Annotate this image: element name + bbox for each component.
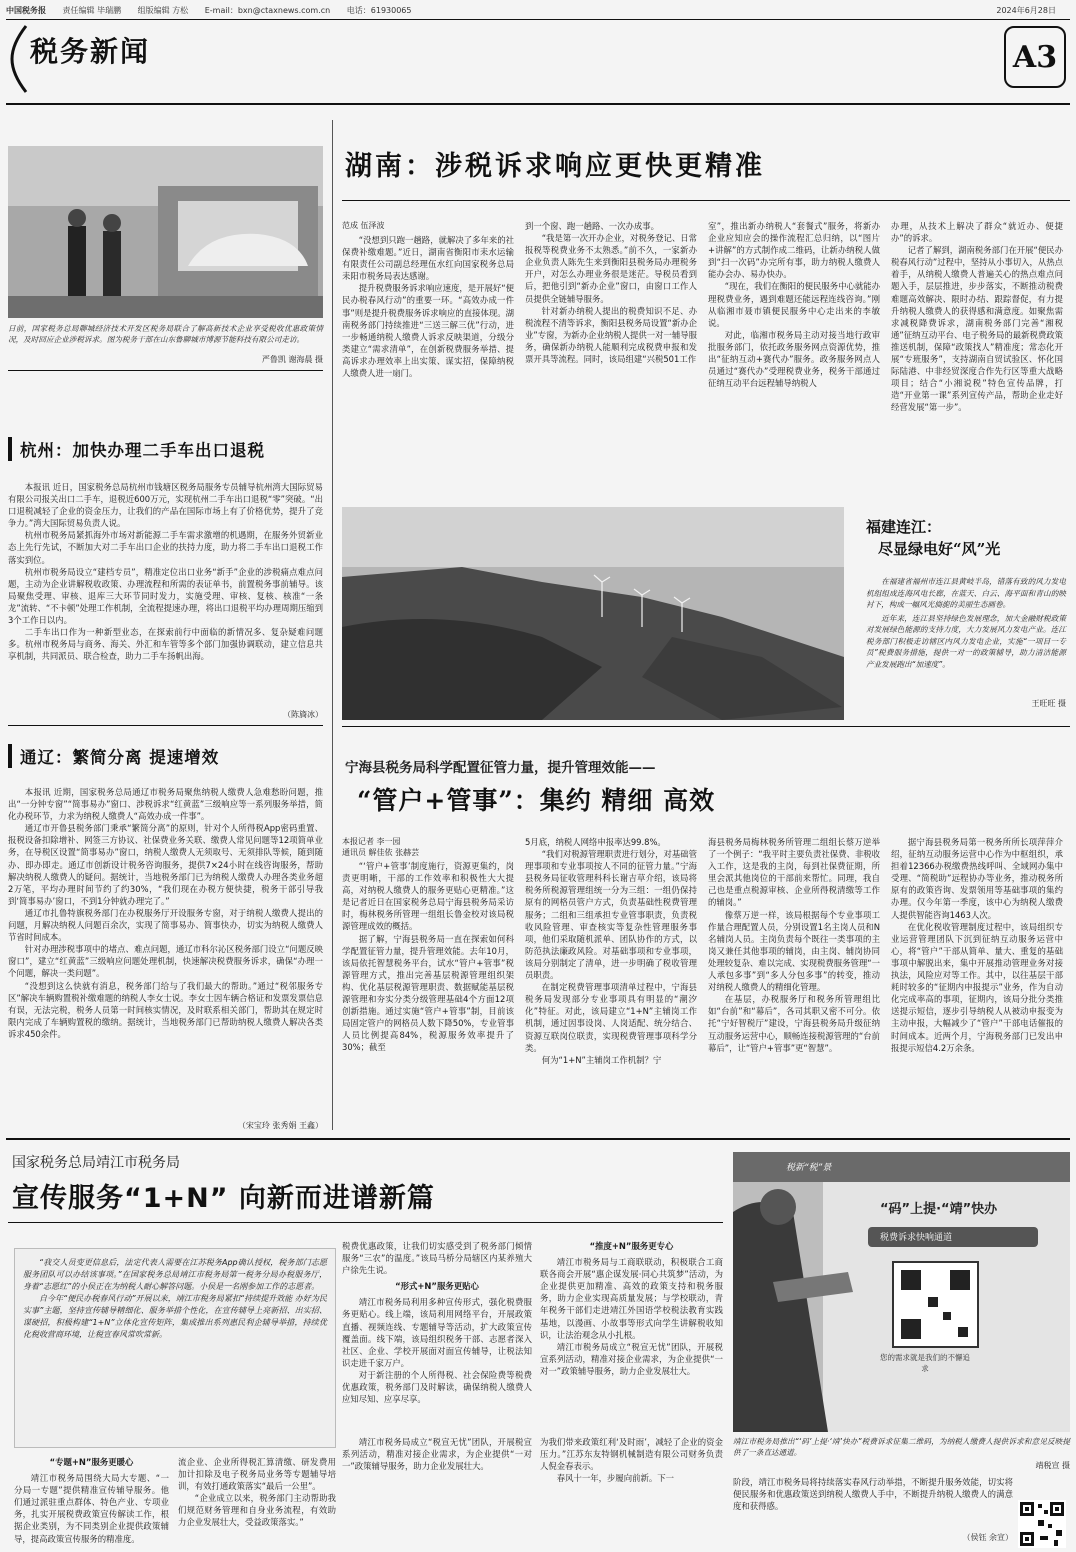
- ninghai-kicker: 宁海县税务局科学配置征管力量，提升管理效能——: [345, 760, 656, 776]
- hunan-column-3: [708, 220, 880, 494]
- subhead: “形式+N”服务更贴心: [395, 1281, 479, 1292]
- paragraph: 自今年“便民办税春风行动”开展以来，靖江市税务局紧扣“持续提升效能 办好为民实事”主题，坚持宣传辅导精细化、服务举措个性化，在宣传辅导上亮新招、出实招、谋硬招，积极构建“1+N”立体化宣传矩阵，集成推出系列惠民利企辅导举措，持续优化税收营商环境，让税宣春风常吹常新。: [23, 1294, 327, 1339]
- paragraph: “我们对税源管理职责进行划分，对基础管理事项和专业事项按人不同的征管力量。”宁海县税务局征收管理科科长谢吉草介绍，该局将税务所税源管理组统一分为三组：一组仍保持原有的网格员管户方式，负责基础性税费管理服务；二组和三组承担专业管事职责，负责税收风险管理、审查核实等复杂性管理服务事项，他们采取随机派单、团队协作的方式，以防范执法廉政风险。对基础事项和专业事项，该局分别制定了清单，进一步明确了税收管理员职责。: [525, 849, 697, 981]
- paragraph: 杭州市税务局紧抓海外市场对新能源二手车需求激增的机遇期，在服务外贸新业态上先行先试，不断加大对二手车出口企业的扶持力度，助力将二手车出口退税工作落实到位。: [8, 530, 323, 565]
- jingjiang-column-b: [178, 1456, 336, 1546]
- byline: （宋宝玲 张秀娟 王鑫）: [237, 1121, 323, 1130]
- ninghai-column-4: [891, 836, 1063, 1122]
- paragraph: “企业成立以来，税务部门主动帮助我们规范财务管理和自身业务流程，有效助力企业发展壮大，受益政策落实。”: [178, 1493, 336, 1528]
- photo-credit: 靖税宣 摄: [1035, 1461, 1070, 1470]
- paragraph: 到一个窗、跑一趟路、一次办成事。: [525, 221, 659, 231]
- photo-caption: 靖江市税务局推出“‘码’上提·‘靖’快办”税费诉求征集二维码，为纳税人缴费人提供诉求和意见反映提供了一条直达通道。: [733, 1437, 1070, 1457]
- subhead: “推度+N”服务更专心: [589, 1241, 674, 1251]
- tongliao-article: [8, 786, 323, 1086]
- jingjiang-column-f: [733, 1476, 1013, 1532]
- paragraph: 靖江市税务局围绕大局大专题、“一分局一专题”提供精准宣传辅导服务。他们通过派驻重点群体、特色产业、专项业务，扎实开展税费政策宣传解读工作，根据企业类别，为不同类别企业提供政策辅导，提高政策宣传服务的精准度。: [14, 1473, 169, 1544]
- tax-visit-photo: [8, 146, 323, 318]
- hunan-column-2: [525, 220, 697, 494]
- ninghai-headline: “管户+管事”：集约 精细 高效: [357, 786, 716, 815]
- jingjiang-headline: 宣传服务“1+N” 向新而进谱新篇: [12, 1183, 435, 1214]
- paragraph: 杭州市税务局设立“建档专员”，精准定位出口业务“新手”企业的涉税痛点难点问题，主动为企业讲解税收政策、办理流程和所需的表证单书，前置税务事前辅导。该局聚焦受理、审核、退库三大环节同时发力，实施受理、审核、复核、核准“一条龙”流转、“不卡顿”处理工作机制，全流程提速办理，将出口退税平均办理周期压缩到3个工作日以内。: [8, 566, 323, 626]
- poster-subtitle: 税费诉求快响通道: [880, 1233, 953, 1243]
- paragraph: 通辽市开鲁县税务部门秉承“繁简分离”的原则，针对个人所得税App密码重置、报税设备扣除增补、网签三方协议、社保费业务关联、缴费人常见问题等12项简单业务，在导税区设置“简事易办”窗口，纳税人缴费人无须取号、无须排队等候，随到随办、即办即走。通辽市创新设计税务咨询服务，提供7×24小时在线咨询服务，帮助解决纳税人缴费人的疑问。据统计，当地税务部门已为纳税人缴费人办理各类业务超2万笔，平均办理时间节约了约30%，“我们现在办税方便快捷，税务干部引导我到‘简事易办’窗口，不到1分钟就办理完了。”: [8, 823, 323, 906]
- paragraph: 5月底，纳税人网络申报率达99.8%。: [525, 837, 666, 847]
- editor: 责任编辑 毕瑞鹏: [62, 6, 122, 15]
- section-title: 税务新闻: [30, 35, 151, 68]
- ninghai-column-2: [525, 836, 697, 1122]
- paragraph: 二手车出口作为一种新型业态，在探索前行中面临的新情况多、复杂疑难问题多。杭州市税务局与商务、海关、外汇和车管等多个部门加强协调联动，建立信息共享机制，共同派员、联合检查，助力二手车扬帆出海。: [8, 627, 323, 662]
- paragraph: “没想到这么快就有消息，税务部门给与了我们最大的帮助。”通过“税邻服务专区”解决车辆购置税补缴难题的纳税人李女士说。李女士因车辆合格证和发票发票信息有误，无法完税，税务人员第一时间核实情况，及时联系相关部门，帮助其在规定时限内完成了车辆购置税的缴纳。据统计，当地税务部门已帮助纳税人缴费人解决各类诉求450余件。: [8, 980, 323, 1039]
- paragraph: 据了解，宁海县税务局一直在探索如何科学配置征管力量，提升管理效能。去年10月，该局依托智慧税务平台，试水“管户+管事”税源管理方式，推出完善基层税源管理组织架构、优化基层税源管理职责、数据赋能基层税源管理和夯实分类分级管理基础4个方面12项创新措施。通过实施“管户+管事”制，目前该局固定管户的网格员人数下降50%，专业管事人员比例提高84%，税源服务效率提升了30%；截至: [342, 933, 514, 1053]
- jingjiang-column-d2: [540, 1436, 723, 1546]
- subhead: “专题+N”服务更暖心: [49, 1457, 134, 1467]
- paragraph: 在基层，办税服务厅和税务所管理组比如“台前”和“幕后”，各司其职又密不可分。依托“宁好智税厅”建设，宁海县税务局升级征纳互动服务运营中心，顺畅连接税源管理的“台前幕后”，让“管户+管事”更“智慧”。: [708, 994, 880, 1053]
- jingjiang-column-d: [540, 1240, 723, 1430]
- paragraph: “‘管户+管事’制度施行，资源更集约，岗责更明晰，干部的工作效率和积极性大大提高，对纳税人缴费人的服务更贴心更精准。”这是记者近日在国家税务总局宁海县税务局采访时，梅林税务所管理一组组长鲁金校对该局税源管理成效的概括。: [342, 861, 514, 932]
- masthead-bracket-icon: [8, 24, 30, 94]
- fujian-subtitle: 尽显绿电好“风”光: [878, 540, 1001, 558]
- fujian-title: 福建连江：: [866, 518, 942, 536]
- paragraph: 靖江市税务局成立“税宣无忧”团队，开展税宣系列活动，精准对接企业需求，为企业提供“一对一”政策辅导服务，助力企业发展壮大。: [540, 1341, 723, 1376]
- paragraph: 阶段，靖江市税务局将持续落实春风行动举措，不断提升服务效能，切实将便民服务和优惠政策送到纳税人缴费人手中，不断提升纳税人缴费人的满意度和获得感。: [733, 1477, 1013, 1512]
- paragraph: 对此，临湘市税务局主动对接当地行政审批服务部门，依托政务服务网点资源优势，推出“征纳互动+赛代办”服务。政务服务网点人员通过“赛代办”受理税费业务，税务干部通过征纳互动平台远程辅导纳税人: [708, 329, 880, 389]
- paragraph: “没想到只跑一趟路，就解决了多年来的社保费补缴难题。”近日，湖南省衡阳市耒水运输有限责任公司副总经理伍水红向国家税务总局耒阳市税务局表达感谢。: [342, 235, 514, 282]
- jingjiang-column-c2: [342, 1436, 532, 1546]
- paragraph: 何为“1+N”主辅岗工作机制？宁: [541, 1054, 662, 1065]
- paragraph: 近年来，连江县坚持绿色发展理念，加大金融财税政策对发展绿色能源的支持力度，大力发展风力发电产业。连江税务部门积极走访辖区内风力发电企业，实施“一项目一专员”税费服务措施，提供一对一的政策辅导，助力清洁能源产业发展跑出“加速度”。: [866, 613, 1066, 669]
- hunan-column-4: [891, 220, 1063, 494]
- paragraph: 本报讯 近日，国家税务总局杭州市钱塘区税务局服务专员辅导杭州湾大国际贸易有限公司报关出口二手车，退税近600万元，实现杭州二手车出口退税“零”突破。“出口退税减轻了企业的资金压力，让我们的产品在国际市场上有了价格优势，提升了竞争力。”湾大国际贸易负责人说。: [8, 482, 323, 529]
- paragraph: 提升税费服务诉求响应速度，是开展好“便民办税春风行动”的重要一环。“高效办成一件事”则是提升税费服务诉求响应的直接体现。湖南税务部门持续推进“三送三解三优”行动，进一步畅通纳税人缴费人诉求反映渠道，分级分类建立“需求清单”，在创新税费服务举措、提高诉求办理效率上出实策、谋实招，保障纳税人缴费人进一扇门。: [342, 283, 514, 379]
- layout-editor: 组版编辑 方松: [137, 6, 189, 15]
- wind-farm-photo: [342, 507, 844, 720]
- hangzhou-article: [8, 481, 323, 709]
- paper-name: 中国税务报: [6, 6, 46, 15]
- paragraph: 海县税务局梅林税务所管理二组组长蔡万逆举了一个例子：“我平时主要负责社保费、非税收入工作，这是我的主岗，每到社保费征期，所里会派其他岗位的干部前来帮忙。同理，我自己也是重点税源审核、企业所得税清缴等工作的辅岗。”: [708, 837, 880, 908]
- tongliao-headline: 通辽：繁简分离 提速增效: [8, 744, 323, 768]
- fujian-headline: [866, 516, 1066, 560]
- jingjiang-intro-box: [14, 1248, 336, 1448]
- paragraph: 像蔡万逆一样，该局根据每个专业事项工作量合理配置人员，分别设置1名主岗人员和N名辅岗人员。主岗负责每个既往一类事项的主岗又兼任其他事项的辅岗，由主岗、辅岗协同处理较复杂、难以完成、实现税费服务管理“一人承包多事”到“多人分包多事”的转变，推动对纳税人缴费人的精细化管理。: [708, 909, 880, 993]
- hangzhou-headline: 杭州：加快办理二手车出口退税: [8, 437, 323, 461]
- ninghai-byline-1: 本报记者 李一园: [342, 837, 401, 846]
- byline: （陈旖冰）: [283, 710, 323, 719]
- email: E-mail：bxn@ctaxnews.com.cn: [204, 6, 331, 15]
- fujian-text: [866, 576, 1066, 670]
- paragraph: 室”，推出新办纳税人“套餐式”服务，将新办企业应知应会的操作流程汇总归纳，以“图片+讲解”的方式制作成二维码，让新办纳税人做到“扫一次码”办完所有事，助力纳税人缴费人能办会办、易办快办。: [708, 221, 880, 280]
- ninghai-column-1: [342, 860, 514, 1122]
- byline: （侯钰 余宣）: [962, 1533, 1013, 1542]
- paragraph: 据宁海县税务局第一税务所所长项萍萍介绍，征纳互动服务运营中心作为中枢组织，承担着12366办税缴费热线呼叫、全域网办集中受理、“简税助”远程协办等业务，推动税务所原有的政策咨询、发票领用等基础事项的集约办理。仅今年第一季度，该中心为纳税人缴费人提供智能咨询1463人次。: [891, 837, 1063, 920]
- paragraph: 通辽市扎鲁特旗税务部门在办税服务厅开设服务专窗，对于纳税人缴费人提出的问题，月解决纳税人问题百余次，实现了简事易办、简事快办，切实为纳税人缴费人节省时间成本。: [8, 907, 323, 943]
- qr-code-poster-photo: [733, 1152, 1070, 1432]
- header-info-bar: [6, 5, 1070, 17]
- paragraph: 为我们带来政策红利‘及时雨’，减轻了企业的资金压力。”江苏东友特钢机械制造有限公司财务负责人倪金春表示。: [540, 1437, 723, 1472]
- photo-credit: 王旺旺 摄: [1031, 699, 1066, 708]
- photo-caption: 日前，国家税务总局聊城经济技术开发区税务局联合了解高新技术企业享受税收优惠政策情况，及时回应企业涉税诉求。图为税务干部在山东鲁聊城市博源节能科技有限公司走访。: [8, 324, 323, 344]
- paragraph: 在制定税费管理事项清单过程中，宁海县税务局发现部分专业事项具有明显的“潮汐化”特征。对此，该局建立“1+N”主辅岗工作机制，通过因事设岗、人岗适配、统分结合、资源互联岗位联责，实现税费管理事项科学分类。: [525, 982, 697, 1053]
- paragraph: 在福建省福州市连江县黄岐半岛，错落有致的风力发电机组组成连海风电长廊，在蓝天、白云、海平面和青山的映衬下，构成一幅风光旖旎的美丽生态画卷。: [866, 577, 1066, 609]
- paragraph: “我是第一次开办企业，对税务登记、日常报税等税费业务不太熟悉。”前不久，一家新办企业负责人陈先生来到衡阳县税务局办理税务开户，对怎么办理业务很是迷茫。导税员看到后，把他引到“新办企业”窗口，由窗口工作人员提供全链辅导服务。: [525, 233, 697, 304]
- paragraph: 在优化税收管理制度过程中，该局组织专业运营管理团队下沉到征纳互动服务运营中心，将“管户”干部从简单、量大、重复的基础事项中解脱出来，集中开展推动管理业务对接执法，风险应对等工作。其中，以往基层干部耗时较多的“征期内申报提示”业务，作为自动化完成率高的事项，征期内，该局分批分类推送提示短信，逐步引导纳税人从被动申报变为主动申报，大幅减少了“管户”干部电话催报的时间成本。近两个月，宁海税务部门已发出申报提示短信4.2万余条。: [891, 921, 1063, 1053]
- paragraph: 本报讯 近期，国家税务总局通辽市税务局聚焦纳税人缴费人急难愁盼问题，推出“一分钟专窗”“简事易办”窗口、涉税诉求“红黄蓝”三级响应等一系列服务举措，简化办税环节，力求为纳税人缴费人“高效办成一件事”。: [8, 787, 323, 822]
- paragraph: “我交人员变更信息后，法定代表人需要在江苏税务App确认授权，税务部门志愿服务团队可以办结该事项。”在国家税务总局靖江市税务局第一税务分局办税服务厅，身着“志愿红”的小侯正在为纳税人耐心解答问题。小侯是一名刚参加工作的志愿者。: [23, 1258, 327, 1291]
- paragraph: 靖江市税务局利用多种宣传形式，强化税费服务更贴心。线上端，该局利用网络平台，开展政策直播、视频连线、专题辅导等活动，扩大政策宣传覆盖面。线下端，该局组织税务干部、志愿者深入社区、企业、学校开展面对面宣传辅导，让税法知识走进千家万户。: [342, 1297, 532, 1368]
- page-qr-code-icon: [1018, 1500, 1066, 1548]
- paragraph: 记者了解到，湖南税务部门在开展“便民办税春风行动”过程中，坚持从小事切入，从热点着手，从纳税人缴费人普遍关心的热点难点问题入手，层层推进，步步落实，不断推动税费难题高效解决、限时办结、跟踪督促，有力提升纳税人缴费人的获得感和满意度。如聚焦需求减税降费诉求，湖南税务部门完善“湘税通”征纳互动平台、电子税务局的最新税费政策推送机制，保障“政策找人”精准度；常态化开展“专班服务”，支持湖南自贸试验区、怀化国际陆港、中非经贸深度合作先行区等重大战略项目；结合“小湘说税”特色宣传品牌，打造“开业第一课”系列宣传产品，帮助企业走好经营发展“第一步”。: [891, 245, 1063, 413]
- poster-title: “码”上提·“靖”快办: [880, 1202, 998, 1217]
- ninghai-byline-2: 通讯员 解佳依 张赫芸: [342, 848, 420, 857]
- paragraph: 流企业、企业所得税汇算清缴、研发费用加计扣除及电子税务局业务等专题辅导培训，有效打通政策落实“最后一公里”。: [178, 1457, 336, 1492]
- jingjiang-column-a: [14, 1456, 169, 1546]
- paragraph: 春风十一年，步履向前新。下一: [556, 1473, 675, 1484]
- ninghai-column-3: [708, 836, 880, 1122]
- paragraph: 办理，从技术上解决了群众“就近办、便捷办”的诉求。: [891, 221, 1063, 244]
- jingjiang-kicker: 国家税务总局靖江市税务局: [12, 1155, 180, 1171]
- photo-credit: 严鲁凯 谢海晨 摄: [261, 355, 323, 364]
- paragraph: 靖江市税务局与工商联联动，积极联合工商联各商会开展“惠企谋发展·同心共筑梦”活动，为企业提供更加精准、高效的政策支持和税务服务，助力企业实现高质量发展；与学校联动，青年税务干部们走进靖江外国语学校税法教育实践基地，以漫画、小故事等形式向学生讲解税收知识，让法治观念从小扎根。: [540, 1257, 723, 1340]
- issue-date: 2024年6月28日: [996, 6, 1056, 15]
- qr-note: 您的需求就是我们的不懈追求: [880, 1353, 970, 1373]
- paragraph: 针对办理涉税事项中的堵点、难点问题，通辽市科尔沁区税务部门设立“问题反映窗口”，建立“红黄蓝”三级响应问题处理机制，快速解决税费服务诉求，确保“办理一个问题，解决一类问题”。: [8, 944, 323, 979]
- paragraph: 靖江市税务局成立“税宣无忧”团队，开展税宣系列活动，精准对接企业需求，为企业提供“一对一”政策辅导服务，助力企业发展壮大。: [342, 1437, 532, 1472]
- phone: 电话：61930065: [346, 6, 412, 15]
- hunan-column-1: [342, 234, 514, 494]
- hunan-headline: 湖南：涉税诉求响应更快更精准: [345, 151, 765, 182]
- jingjiang-column-c: [342, 1240, 532, 1430]
- paragraph: 税费优惠政策，让我们切实感受到了税务部门倾情服务“三农”的温度。”该局马桥分局辖区内某养殖大户徐先生说。: [342, 1241, 532, 1276]
- photo-banner-text: 税新“税”景: [786, 1163, 832, 1173]
- hunan-byline: 范成 伍泽波: [342, 221, 385, 230]
- paragraph: 对于新注册的个人所得税、社会保险费等税费优惠政策，税务部门及时解读，确保纳税人缴费人应知尽知、应享尽享。: [342, 1369, 532, 1405]
- paragraph: 针对新办纳税人提出的税费知识不足、办税流程不清等诉求，衡阳县税务局设置“新办企业”专窗，为新办企业纳税人提供一对一辅导服务，确保新办纳税人能顺利完成税费申报和发票开具等流程。同时，该局组建“兴税501工作: [525, 305, 697, 365]
- paragraph: “现在，我们在衡阳的便民服务中心就能办理税费业务，遇到难题还能远程连线咨询。”刚从临湘市聂市镇便民服务中心走出来的李敏说。: [708, 281, 880, 328]
- page-number: A3: [1004, 26, 1066, 88]
